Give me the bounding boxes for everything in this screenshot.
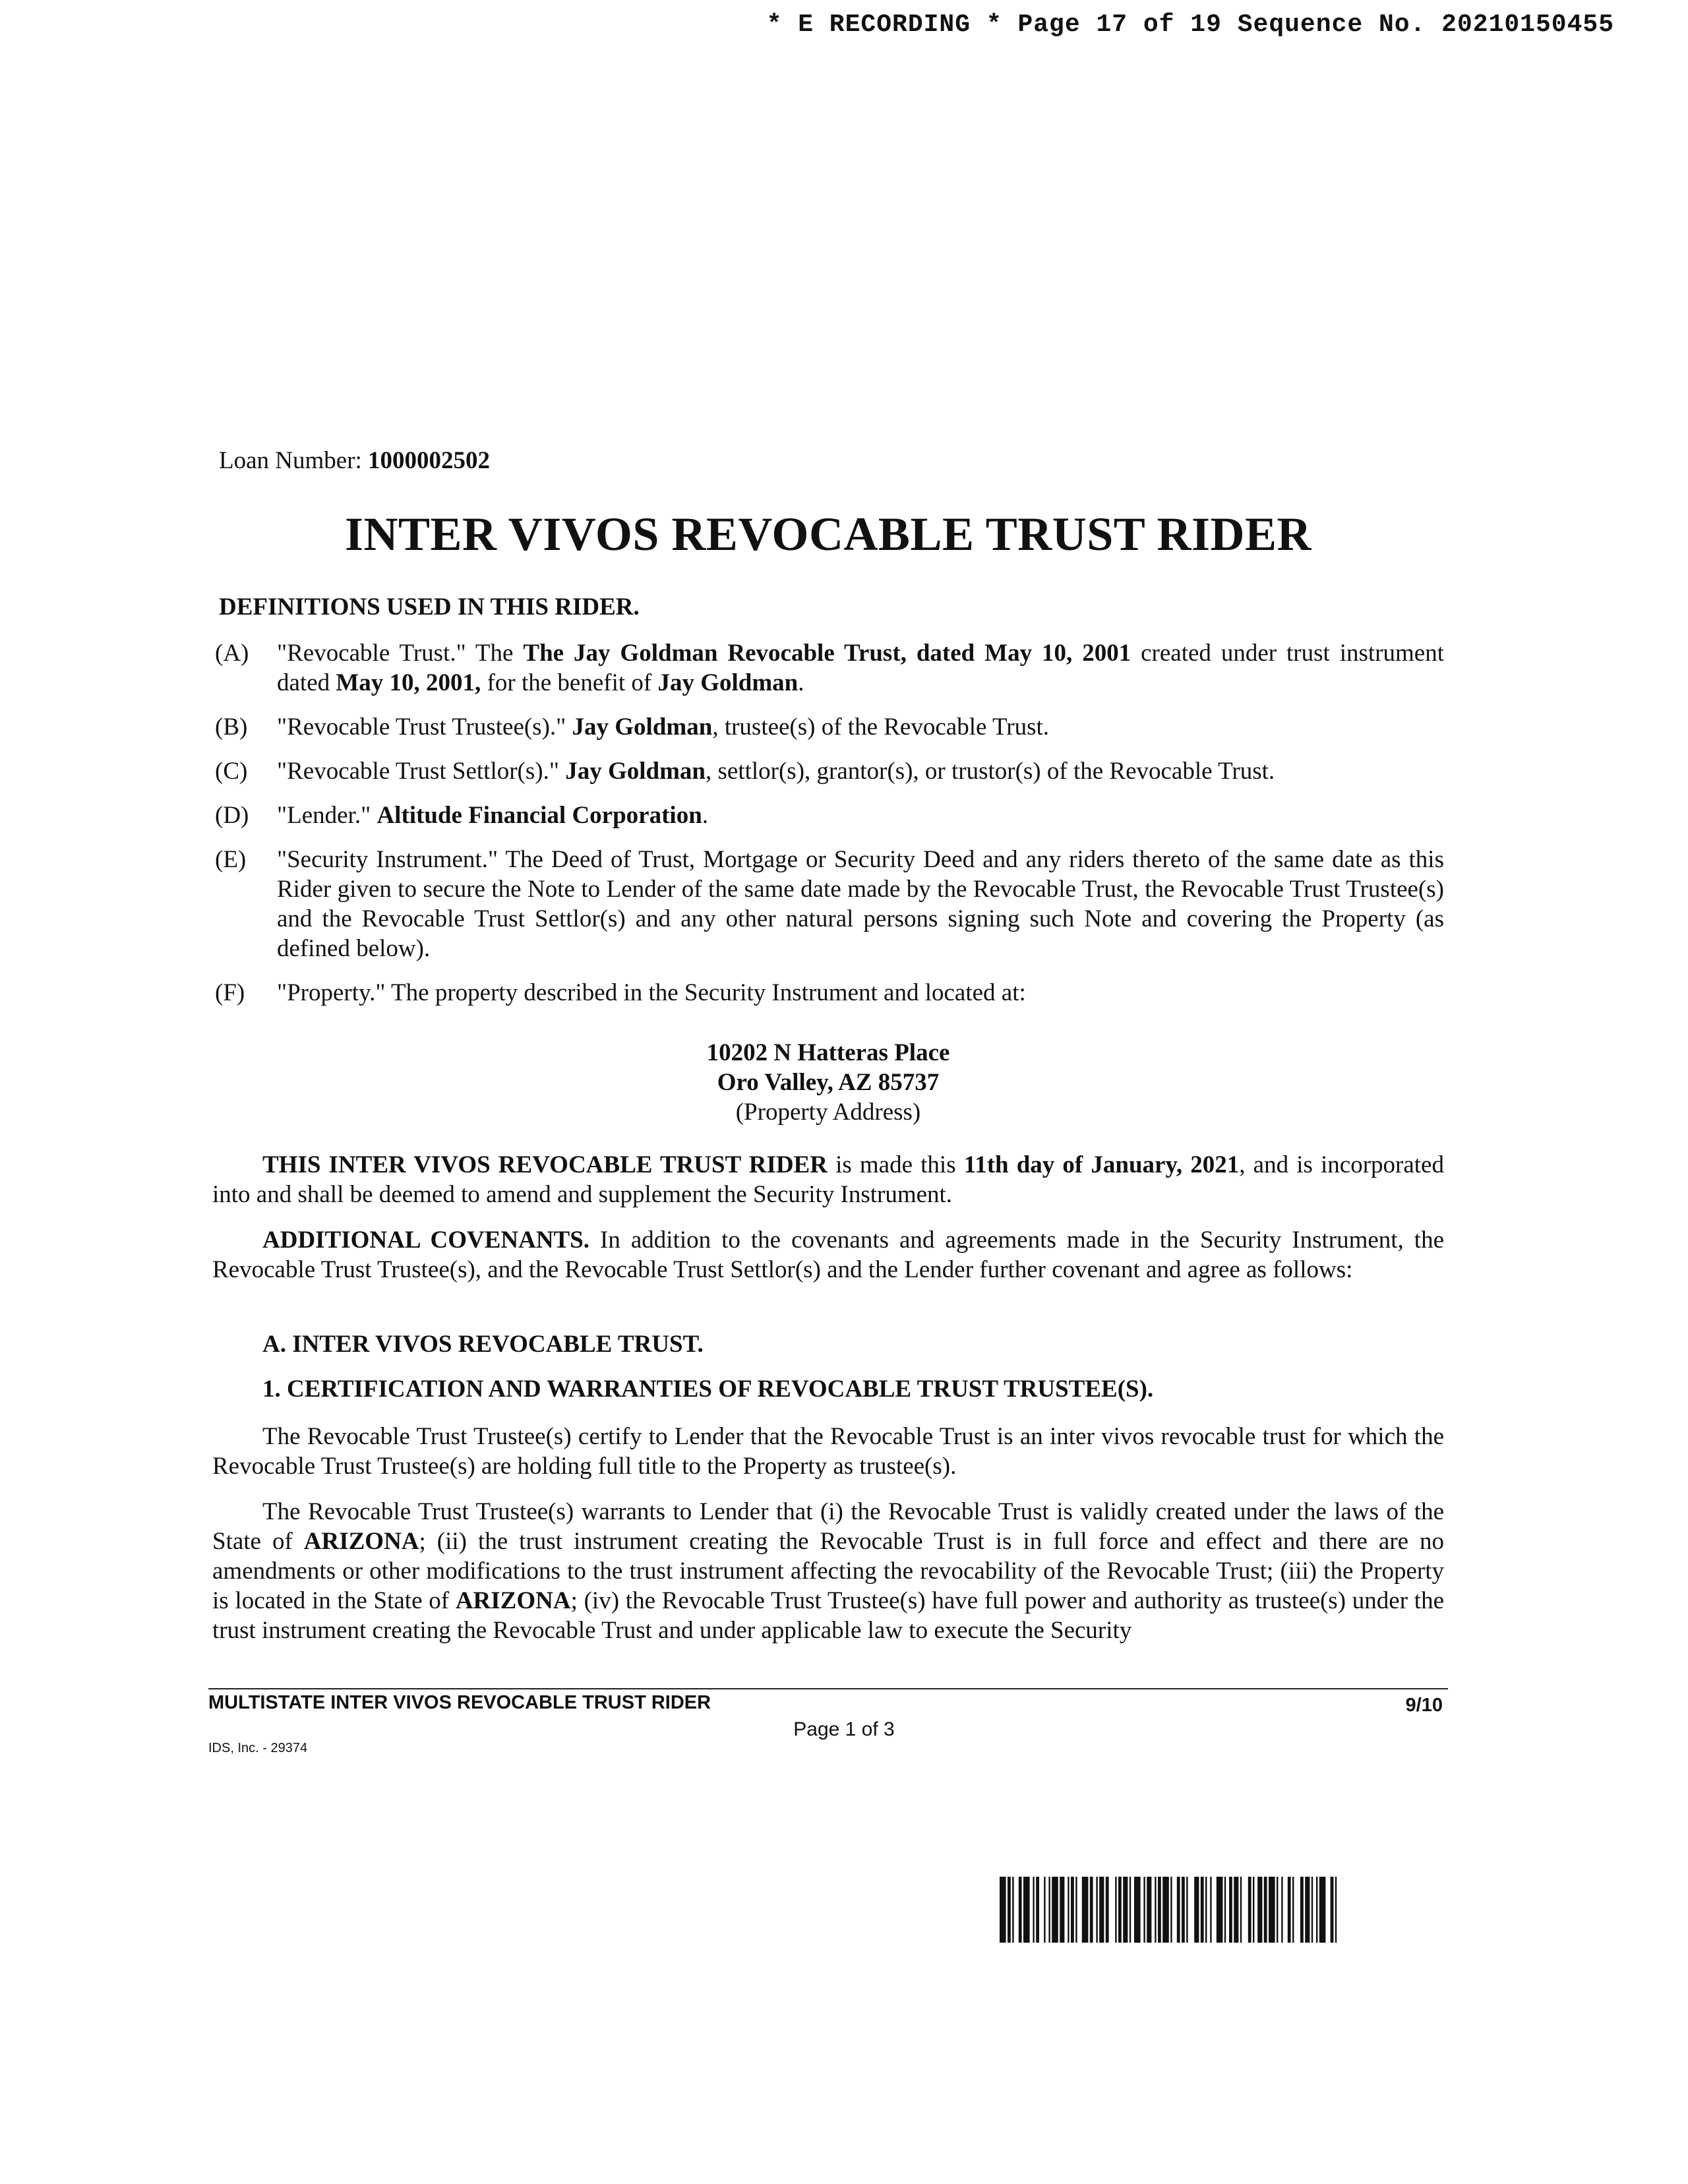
loan-number-line xyxy=(219,446,490,475)
barcode-bar xyxy=(1210,1877,1211,1943)
text-run: The Revocable Trust Trustee(s) warrants to Lender that (i) the Revocable Trust is validly created under the laws of the State of xyxy=(212,1498,1444,1555)
barcode-bar xyxy=(1106,1877,1109,1943)
footer-form-title: MULTISTATE INTER VIVOS REVOCABLE TRUST RIDER xyxy=(208,1692,711,1713)
text-run: "Revocable Trust Trustee(s)." xyxy=(277,713,572,741)
definition-text xyxy=(277,638,1444,698)
text-run: , and is incorporated into and shall be deemed to amend and supplement the Security Instrument. xyxy=(212,1151,1444,1208)
barcode-bar xyxy=(1099,1877,1104,1943)
text-run: In addition to the covenants and agreements made in the Security Instrument, the Revocable Trust Trustee(s), and the Revocable Trust Settlor(s) and the Lender further covenant and agree as follows: xyxy=(212,1227,1444,1283)
text-run: "Revocable Trust Settlor(s)." xyxy=(277,758,566,785)
loan-number-value: 1000002502 xyxy=(368,447,491,474)
rider-name: THIS INTER VIVOS REVOCABLE TRUST RIDER xyxy=(262,1151,828,1178)
definition-text: "Property." The property described in the Security Instrument and located at: xyxy=(277,979,1026,1006)
barcode-bar xyxy=(1023,1877,1030,1943)
section-a-heading: A. INTER VIVOS REVOCABLE TRUST. xyxy=(262,1331,704,1358)
text-run: ; (iv) the Revocable Trust Trustee(s) have full power and authority as trustee(s) under the trust instrument creating the Revocable Trust and under applicable law to execute the Security xyxy=(212,1587,1444,1644)
covenants-label: ADDITIONAL COVENANTS. xyxy=(262,1227,590,1254)
text-run: "Lender." xyxy=(277,802,377,829)
address-line-1: 10202 N Hatteras Place xyxy=(706,1039,950,1066)
barcode-bar xyxy=(1277,1877,1278,1943)
barcode-bar xyxy=(1217,1877,1223,1943)
footer-page-number: Page 1 of 3 xyxy=(793,1718,895,1740)
text-run: . xyxy=(798,669,804,696)
footer-divider xyxy=(208,1688,1448,1689)
barcode-bar xyxy=(1177,1877,1180,1943)
definition-letter: (A) xyxy=(215,640,249,667)
rider-date: 11th day of January, 2021 xyxy=(963,1151,1240,1178)
text-run: is made this xyxy=(827,1151,964,1178)
text-run: for the benefit of xyxy=(481,669,658,696)
definition-e xyxy=(212,845,1444,963)
text-run: , trustee(s) of the Revocable Trust. xyxy=(712,713,1050,741)
definition-letter: (C) xyxy=(215,758,248,785)
recording-stamp: * E RECORDING * Page 17 of 19 Sequence No. 20210150455 xyxy=(766,11,1614,39)
barcode-bar xyxy=(1288,1877,1291,1943)
definition-c xyxy=(212,756,1444,786)
barcode-bar xyxy=(1331,1877,1334,1943)
barcode-bar xyxy=(1143,1877,1145,1943)
footer-form-version: 9/10 xyxy=(1405,1695,1443,1716)
text-run: created under trust instrument dated xyxy=(277,640,1444,696)
barcode-bar xyxy=(1269,1877,1275,1943)
barcode-bar xyxy=(1096,1877,1097,1943)
barcode-bar xyxy=(1201,1877,1204,1943)
definition-d xyxy=(212,801,1444,830)
barcode-bar xyxy=(1205,1877,1207,1943)
definition-a xyxy=(212,638,1444,698)
definitions-list xyxy=(212,638,1444,1022)
barcode-bar xyxy=(1264,1877,1267,1943)
state-name: ARIZONA xyxy=(455,1587,571,1614)
state-name: ARIZONA xyxy=(303,1528,419,1555)
document-title: INTER VIVOS REVOCABLE TRUST RIDER xyxy=(344,508,1312,561)
definition-letter: (D) xyxy=(215,802,249,829)
barcode-bar xyxy=(1319,1877,1326,1943)
barcode-bar xyxy=(1147,1877,1151,1943)
text-run: , settlor(s), grantor(s), or trustor(s) of the Revocable Trust. xyxy=(706,758,1275,785)
barcode-bar xyxy=(1123,1877,1128,1943)
barcode-bar xyxy=(1158,1877,1161,1943)
barcode-bar xyxy=(1115,1877,1116,1943)
warranty-paragraph xyxy=(212,1497,1444,1645)
rider-paragraph xyxy=(212,1150,1444,1209)
address-line-2: Oro Valley, AZ 85737 xyxy=(717,1069,940,1096)
barcode-bar xyxy=(1130,1877,1131,1943)
address-caption: (Property Address) xyxy=(735,1099,921,1126)
barcode-bar xyxy=(1155,1877,1156,1943)
barcode-bar xyxy=(1335,1877,1337,1943)
loan-number-label: Loan Number: xyxy=(219,447,362,474)
barcode-bar xyxy=(1068,1877,1069,1943)
barcode-bar xyxy=(1234,1877,1238,1943)
barcode-bar xyxy=(1281,1877,1282,1943)
trust-name: The Jay Goldman Revocable Trust, dated May 10, 2001 xyxy=(523,640,1131,667)
barcode-bar xyxy=(1240,1877,1242,1943)
text-run: "Revocable Trust." The xyxy=(277,640,524,667)
barcode-bar xyxy=(1300,1877,1304,1943)
barcode-bar xyxy=(1075,1877,1077,1943)
definition-text xyxy=(277,712,1444,742)
definition-letter: (E) xyxy=(215,846,247,873)
footer-ids-code: IDS, Inc. - 29374 xyxy=(208,1741,308,1755)
definition-text: "Security Instrument." The Deed of Trust, Mortgage or Security Deed and any riders thereto of the same date as this Rider given to secure the Note to Lender of the same date made by the Revocable Trust, the Revocable Trust Trustee(s) and the Revocable Trust Settlor(s) and any other natural persons signing such Note and covering the Property (as defined below). xyxy=(277,846,1444,962)
definition-letter: (F) xyxy=(215,979,245,1006)
covenants-paragraph xyxy=(212,1225,1444,1285)
definition-text xyxy=(277,756,1444,786)
barcode-bar xyxy=(1012,1877,1013,1943)
trustee-name: Jay Goldman xyxy=(572,713,713,741)
settlor-name: Jay Goldman xyxy=(565,758,706,785)
barcode-bar xyxy=(1008,1877,1011,1943)
barcode-bar xyxy=(1052,1877,1058,1943)
barcode-bar xyxy=(1060,1877,1064,1943)
barcode-bar xyxy=(1090,1877,1093,1943)
barcode-bar xyxy=(1305,1877,1310,1943)
barcode-bar xyxy=(1224,1877,1226,1943)
section-1-heading: 1. CERTIFICATION AND WARRANTIES OF REVOCABLE TRUST TRUSTEE(S). xyxy=(262,1376,1154,1403)
barcode-bar xyxy=(1257,1877,1262,1943)
barcode-bar xyxy=(1000,1877,1006,1943)
barcode-bar xyxy=(1229,1877,1232,1943)
definitions-heading: DEFINITIONS USED IN THIS RIDER. xyxy=(219,593,640,621)
barcode-bar xyxy=(1134,1877,1141,1943)
barcode-bar xyxy=(1082,1877,1089,1943)
barcode-bar xyxy=(1292,1877,1294,1943)
barcode-bar xyxy=(1118,1877,1122,1943)
barcode-bar xyxy=(1048,1877,1050,1943)
barcode-image xyxy=(1000,1877,1437,1943)
barcode-bar xyxy=(1036,1877,1039,1943)
definition-f xyxy=(212,978,1444,1008)
definition-letter: (B) xyxy=(215,713,248,741)
trust-date: May 10, 2001, xyxy=(336,669,481,696)
barcode-bar xyxy=(1194,1877,1199,1943)
beneficiary-name: Jay Goldman xyxy=(657,669,799,696)
barcode-bar xyxy=(1248,1877,1251,1943)
lender-name: Altitude Financial Corporation xyxy=(377,802,702,829)
property-address xyxy=(212,1038,1444,1127)
text-run: ; (ii) the trust instrument creating the Revocable Trust is in full force and effect and there are no amendments or other modifications to the trust instrument affecting the revocability of the Revocable Trust; (iii) the Property is located in the State of xyxy=(212,1528,1444,1614)
text-run: . xyxy=(702,802,709,829)
barcode-bar xyxy=(1044,1877,1045,1943)
barcode-bar xyxy=(1170,1877,1172,1943)
barcode-bar xyxy=(1316,1877,1317,1943)
barcode-bar xyxy=(1162,1877,1169,1943)
barcode-bar xyxy=(1311,1877,1313,1943)
definition-b xyxy=(212,712,1444,742)
certification-paragraph: The Revocable Trust Trustee(s) certify to Lender that the Revocable Trust is an inter vivos revocable trust for which the Revocable Trust Trustee(s) are holding full title to the Property as trustee(s). xyxy=(212,1423,1444,1480)
barcode-bar xyxy=(1033,1877,1034,1943)
barcode-bar xyxy=(1186,1877,1188,1943)
barcode-bar xyxy=(1071,1877,1074,1943)
definition-text xyxy=(277,801,1444,830)
barcode-bar xyxy=(1182,1877,1185,1943)
barcode-bar xyxy=(1019,1877,1022,1943)
barcode-bar xyxy=(1253,1877,1254,1943)
